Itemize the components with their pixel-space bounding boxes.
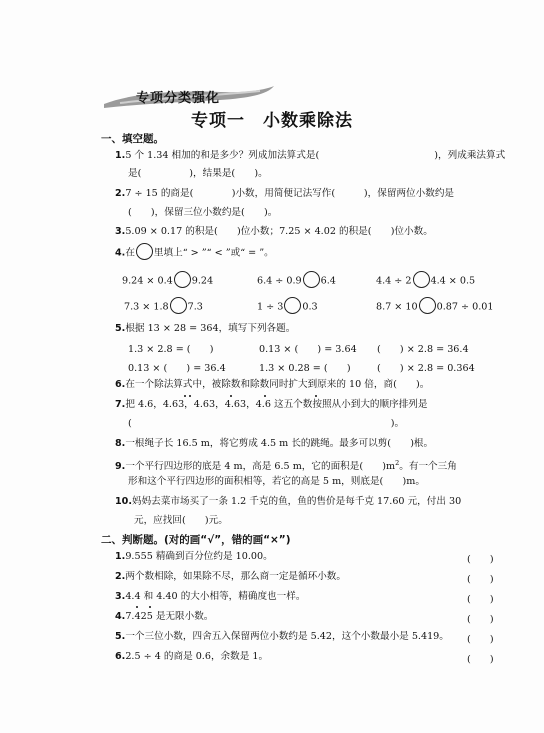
- answer-paren[interactable]: ( ): [467, 554, 494, 565]
- compare-circle[interactable]: [136, 243, 153, 260]
- q5-item-5: 1.3 × 0.28 = ( ): [259, 363, 351, 374]
- repeat-dot: [136, 606, 138, 608]
- answer-paren[interactable]: ( ): [467, 574, 494, 585]
- q5-item-2: 0.13 × ( ) = 3.64: [259, 344, 357, 355]
- q5-item-4: 0.13 × ( ) = 36.4: [128, 363, 226, 374]
- compare-circle[interactable]: [303, 271, 320, 288]
- question-8: 8.一根绳子长 16.5 m，将它剪成 4.5 m 长的跳绳。最多可以剪( )根。: [115, 438, 434, 449]
- question-5: 5.根据 13 × 28 = 364，填写下列各题。: [115, 323, 296, 334]
- answer-paren[interactable]: ( ): [467, 614, 494, 625]
- question-3: 3.5.09 × 0.17 的积是( )位小数；7.25 × 4.02 的积是( )位小数。: [115, 226, 433, 237]
- question-4: 4.在 里填上“ > ”“ < ”或“ = ”。: [115, 246, 274, 260]
- answer-paren[interactable]: ( ): [467, 634, 494, 645]
- compare-circle[interactable]: [413, 271, 430, 288]
- compare-1-2: 6.4 ÷ 0.9 6.4: [257, 274, 336, 288]
- judge-item: 4.7.425 是无限小数。: [115, 611, 214, 622]
- section1-heading: 一、填空题。: [101, 133, 164, 145]
- compare-circle[interactable]: [419, 297, 436, 314]
- question-1-line-2: 是( )，结果是( )。: [128, 168, 268, 179]
- question-7-line-2: ( )。: [128, 418, 405, 429]
- question-1-line-1: 1.5 个 1.34 相加的和是多少？列成加法算式是( )，列成乘法算式: [115, 150, 506, 161]
- judge-item: 2.两个数相除，如果除不尽，那么商一定是循环小数。: [115, 571, 346, 582]
- q5-item-1: 1.3 × 2.8 = ( ): [128, 344, 214, 355]
- question-2-line-2: ( )，保留三位小数约是( )。: [128, 207, 278, 218]
- question-6: 6.在一个除法算式中，被除数和除数同时扩大到原来的 10 倍，商( )。: [115, 379, 430, 390]
- question-7-line-1: 7.把 4.6，4.63，4.63，4.63，4.6 这五个数按照从小到大的顺序排列是: [115, 399, 428, 410]
- q5-item-6: ( ) × 2.8 = 0.364: [377, 363, 475, 374]
- judge-item: 5.一个三位小数，四舍五入保留两位小数约是 5.42，这个小数最小是 5.419。: [115, 631, 449, 642]
- question-10-line-1: 10.妈妈去菜市场买了一条 1.2 千克的鱼，鱼的售价是每千克 17.60 元，付出 30: [115, 496, 462, 507]
- compare-2-1: 7.3 × 1.8 7.3: [124, 300, 203, 314]
- section2-heading: 二、判断题。(对的画“√”，错的画“×”): [101, 534, 291, 546]
- repeat-dot: [230, 395, 232, 397]
- compare-circle[interactable]: [174, 271, 191, 288]
- banner-text: 专项分类强化: [136, 91, 221, 106]
- compare-circle[interactable]: [284, 297, 301, 314]
- judge-item: 6.2.5 ÷ 4 的商是 0.6，余数是 1。: [115, 651, 269, 662]
- compare-circle[interactable]: [170, 297, 187, 314]
- judge-item: 1.9.555 精确到百分位约是 10.00。: [115, 551, 273, 562]
- page-title: 专项一 小数乘除法: [191, 111, 353, 131]
- question-9-line-2: 形和这个平行四边形的面积相等，若它的高是 5 m，则底是( )m。: [128, 476, 425, 487]
- repeat-dot: [264, 395, 266, 397]
- q5-item-3: ( ) × 2.8 = 36.4: [377, 344, 469, 355]
- repeat-dot: [184, 395, 186, 397]
- repeat-dot: [149, 606, 151, 608]
- repeat-dot: [315, 395, 317, 397]
- judge-item: 3.4.4 和 4.40 的大小相等，精确度也一样。: [115, 591, 306, 602]
- question-9-line-1: 9.一个平行四边形的底是 4 m，高是 6.5 m，它的面积是( )$m^2$。有一个三角: [115, 459, 457, 473]
- answer-paren[interactable]: ( ): [467, 594, 494, 605]
- compare-1-1: 9.24 × 0.4 9.24: [122, 274, 213, 288]
- compare-1-3: 4.4 ÷ 2 4.4 × 0.5: [376, 274, 475, 288]
- repeat-dot: [189, 395, 191, 397]
- answer-paren[interactable]: ( ): [467, 654, 494, 665]
- compare-2-2: 1 ÷ 3 0.3: [257, 300, 318, 314]
- compare-2-3: 8.7 × 10 0.87 ÷ 0.01: [376, 300, 493, 314]
- question-2-line-1: 2.7 ÷ 15 的商是( )小数，用简便记法写作( )，保留两位小数约是: [115, 188, 455, 199]
- question-10-line-2: 元，应找回( )元。: [134, 515, 228, 526]
